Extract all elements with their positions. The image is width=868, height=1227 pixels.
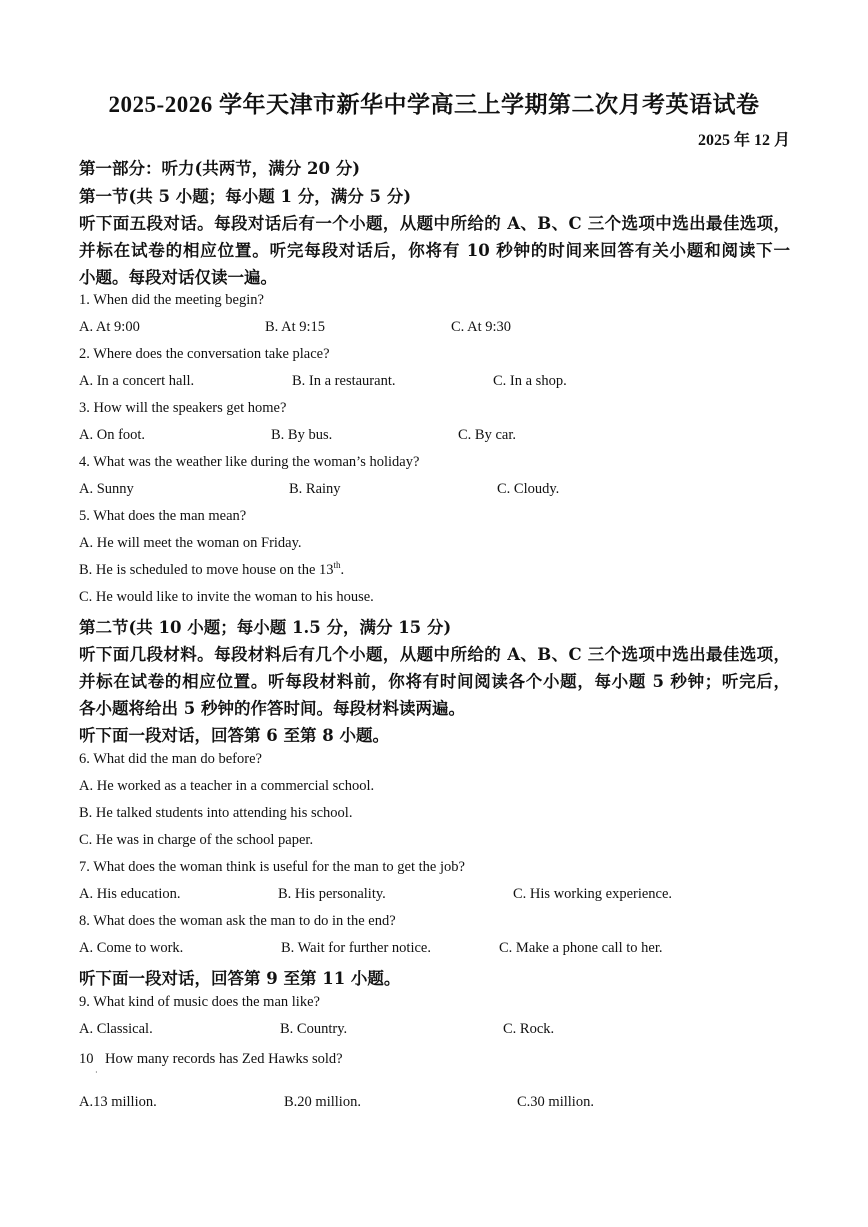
dialogue-instruction: 听下面一段对话，回答第 6 至第 8 小题。 xyxy=(79,726,389,745)
option-c: C. His working experience. xyxy=(513,886,673,902)
section1-heading: 第一节(共 5 小题；每小题 1 分，满分 5 分) xyxy=(79,187,412,206)
section2-heading: 第二节(共 10 小题；每小题 1.5 分，满分 15 分) xyxy=(79,618,452,637)
option-b: B. His personality. xyxy=(278,886,386,902)
option-b: B. He talked students into attending his school. xyxy=(79,805,353,821)
question-stem: 5. What does the man mean? xyxy=(79,508,247,524)
option-b: B. In a restaurant. xyxy=(292,373,396,389)
option-a: A. At 9:00 xyxy=(79,319,140,335)
option-b-text: B. He is scheduled to move house on the 13 xyxy=(79,562,334,578)
option-c: C. In a shop. xyxy=(493,373,567,389)
ordinal-suffix: th xyxy=(333,560,341,571)
question-stem: 4. What was the weather like during the woman’s holiday? xyxy=(79,454,420,470)
section1-instruction-line: 听下面五段对话。每段对话后有一个小题，从题中所给的 A、B、C 三个选项中选出最佳选项， xyxy=(79,214,790,233)
option-b: B. Wait for further notice. xyxy=(281,940,431,956)
option-a: A. Sunny xyxy=(79,481,134,497)
option-a: A. His education. xyxy=(79,886,181,902)
section2-instruction-line: 并标在试卷的相应位置。听每段材料前，你将有时间阅读各个小题，每小题 5 秒钟；听完后， xyxy=(79,672,790,691)
question-stem: 7. What does the woman think is useful for the man to get the job? xyxy=(79,859,465,875)
question-stem: 9. What kind of music does the man like? xyxy=(79,994,320,1010)
part1-heading: 第一部分：听力(共两节，满分 20 分) xyxy=(79,159,361,178)
option-c: C.30 million. xyxy=(517,1094,594,1110)
option-a: A. In a concert hall. xyxy=(79,373,195,389)
question-stem: 3. How will the speakers get home? xyxy=(79,400,287,416)
option-c: C. Make a phone call to her. xyxy=(499,940,663,956)
section2-instruction-line: 听下面几段材料。每段材料后有几个小题，从题中所给的 A、B、C 三个选项中选出最佳选项， xyxy=(79,645,790,664)
option-b: B. Country. xyxy=(280,1021,348,1037)
option-a: A.13 million. xyxy=(79,1094,157,1110)
question-stem: 1. When did the meeting begin? xyxy=(79,292,264,308)
option-a: A. He will meet the woman on Friday. xyxy=(79,535,302,551)
option-b-period: . xyxy=(340,562,345,578)
option-b xyxy=(79,562,344,579)
option-a: A. Classical. xyxy=(79,1021,153,1037)
option-c: C. Rock. xyxy=(503,1021,555,1037)
exam-date: 2025 年 12 月 xyxy=(697,132,790,149)
option-a: A. Come to work. xyxy=(79,940,184,956)
option-c: C. At 9:30 xyxy=(451,319,512,335)
question-stem: 2. Where does the conversation take place? xyxy=(79,346,330,362)
option-c: C. He would like to invite the woman to his house. xyxy=(79,589,374,605)
option-b: B. Rainy xyxy=(289,481,341,497)
stray-dot: · xyxy=(95,1068,98,1077)
option-b: B.20 million. xyxy=(284,1094,361,1110)
option-a: A. He worked as a teacher in a commercial school. xyxy=(79,778,375,794)
section1-instruction-line: 并标在试卷的相应位置。听完每段对话后，你将有 10 秒钟的时间来回答有关小题和阅读下一 xyxy=(79,241,790,260)
option-c: C. He was in charge of the school paper. xyxy=(79,832,314,848)
exam-title: 2025-2026 学年天津市新华中学高三上学期第二次月考英语试卷 xyxy=(108,92,760,117)
option-c: C. Cloudy. xyxy=(497,481,560,497)
section2-instruction-line: 各小题将给出 5 秒钟的作答时间。每段材料读两遍。 xyxy=(79,699,465,718)
question-number: 10 xyxy=(79,1051,94,1067)
question-stem: 6. What did the man do before? xyxy=(79,751,262,767)
dialogue-instruction: 听下面一段对话，回答第 9 至第 11 小题。 xyxy=(79,969,401,988)
option-a: A. On foot. xyxy=(79,427,146,443)
section1-instruction-line: 小题。每段对话仅读一遍。 xyxy=(79,268,277,287)
question-stem: How many records has Zed Hawks sold? xyxy=(105,1051,343,1067)
question-stem: 8. What does the woman ask the man to do in the end? xyxy=(79,913,396,929)
option-b: B. At 9:15 xyxy=(265,319,326,335)
option-c: C. By car. xyxy=(458,427,516,443)
option-b: B. By bus. xyxy=(271,427,333,443)
